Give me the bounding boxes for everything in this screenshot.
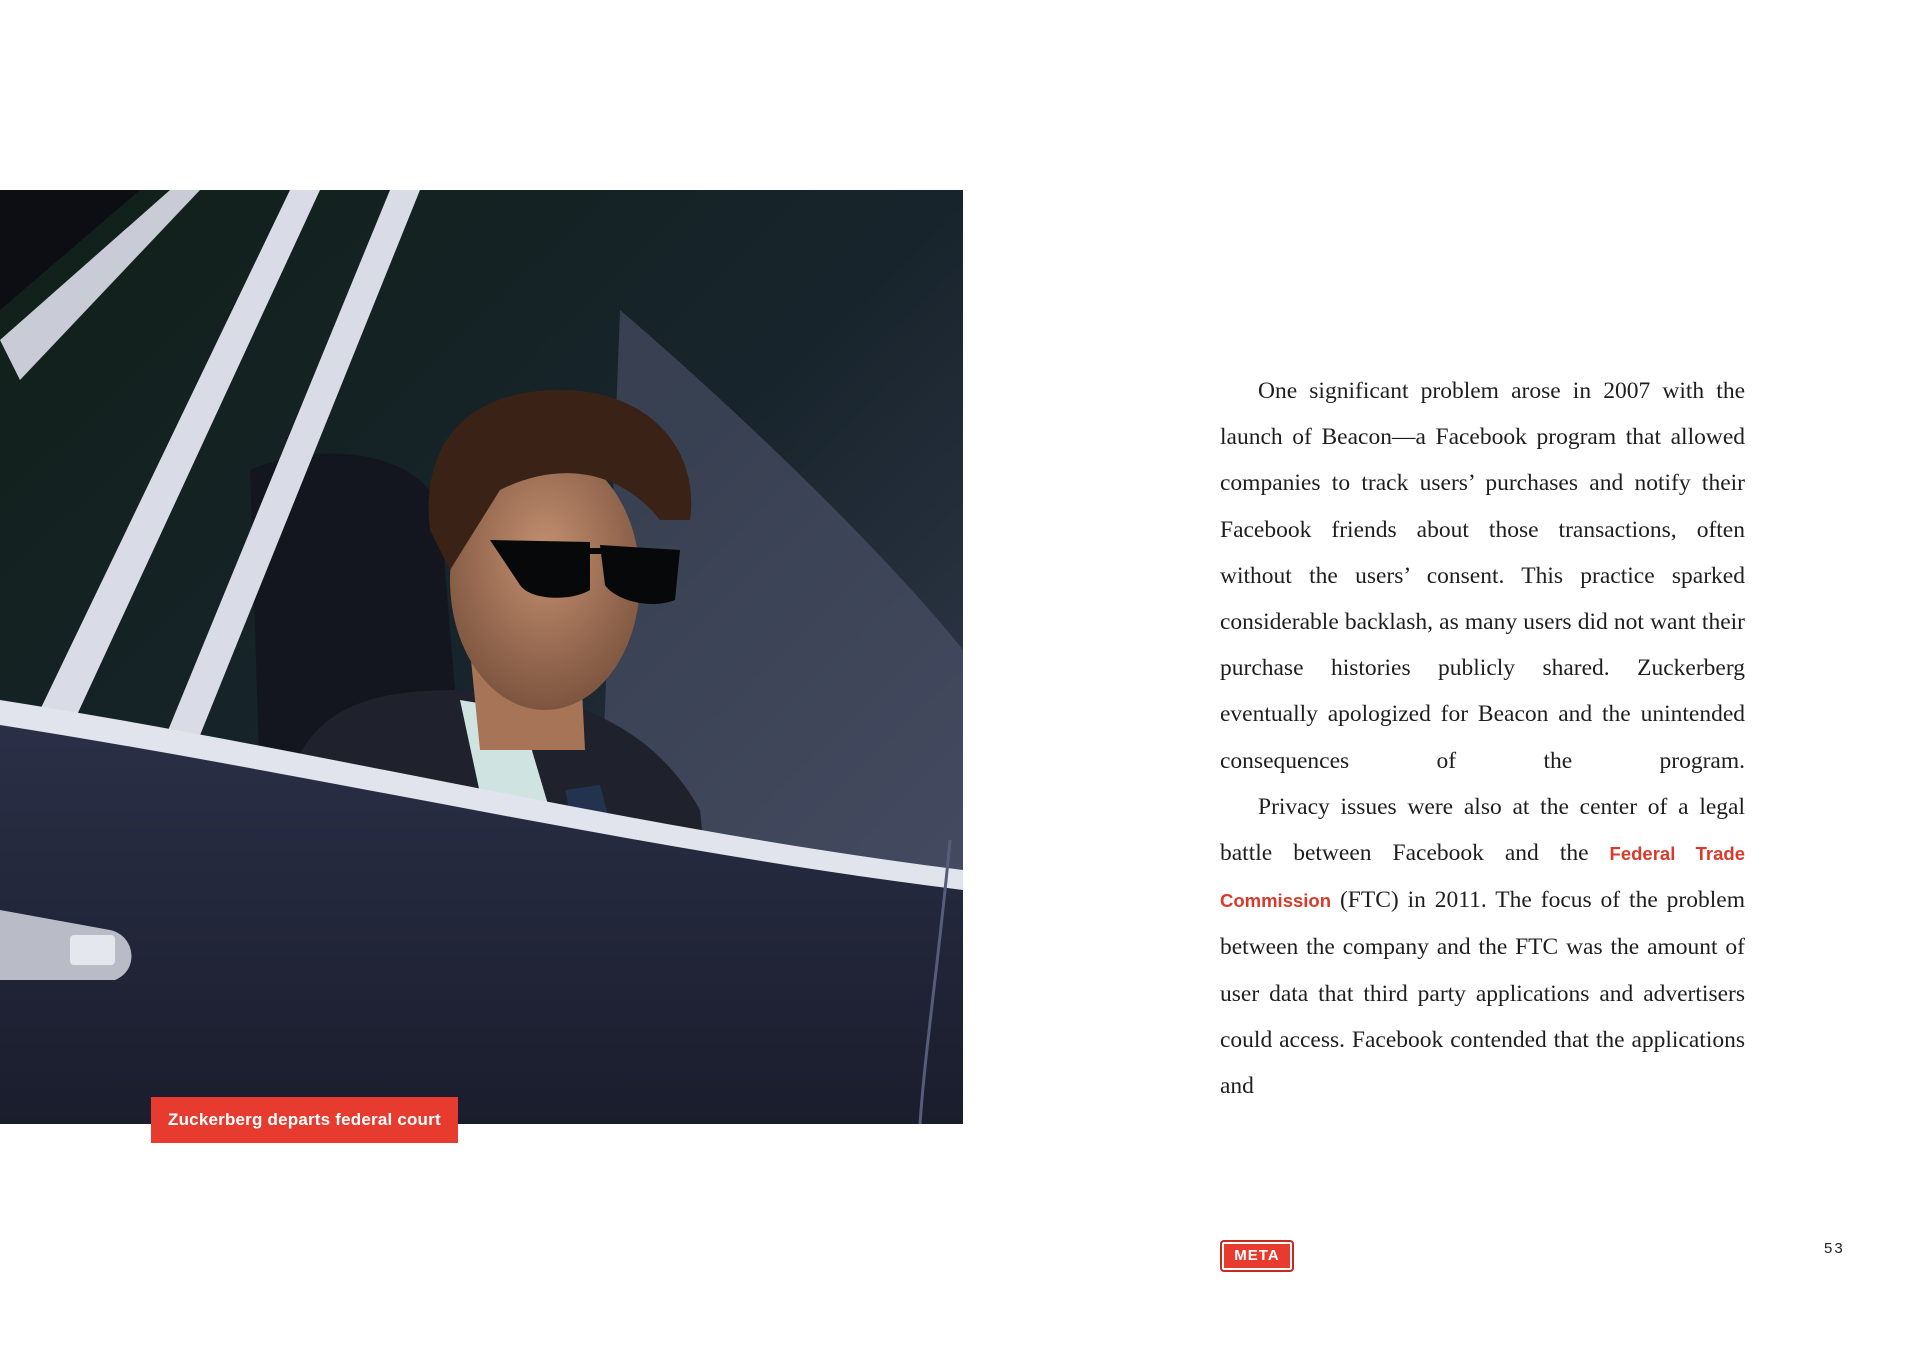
car-window-illustration	[0, 190, 963, 1124]
meta-logo: META	[1220, 1240, 1294, 1272]
photo-caption: Zuckerberg departs federal court	[151, 1097, 458, 1143]
page-number: 53	[1824, 1240, 1845, 1257]
paragraph-ftc-rest: (FTC) in 2011. The focus of the problem between the company and the FTC was the amount of user data that third party applications and advertisers could access. Facebook contended that the applications and	[1220, 887, 1745, 1100]
paragraph-ftc	[1220, 784, 1745, 1109]
body-text	[1220, 368, 1745, 1109]
glossary-term-ftc[interactable]: Federal Trade Commission	[1220, 843, 1745, 912]
paragraph-beacon: One significant problem arose in 2007 with the launch of Beacon—a Facebook program that allowed companies to track users’ purchases and notify their Facebook friends about those transactions, often without the users’ consent. This practice sparked considerable backlash, as many users did not want their purchase histories publicly shared. Zuckerberg eventually apologized for Beacon and the unintended consequences of the program.	[1220, 378, 1745, 774]
photo-zuckerberg-in-car	[0, 190, 963, 1124]
paragraph-ftc-intro: Privacy issues were also at the center of a legal battle between Facebook and the	[1220, 793, 1745, 867]
